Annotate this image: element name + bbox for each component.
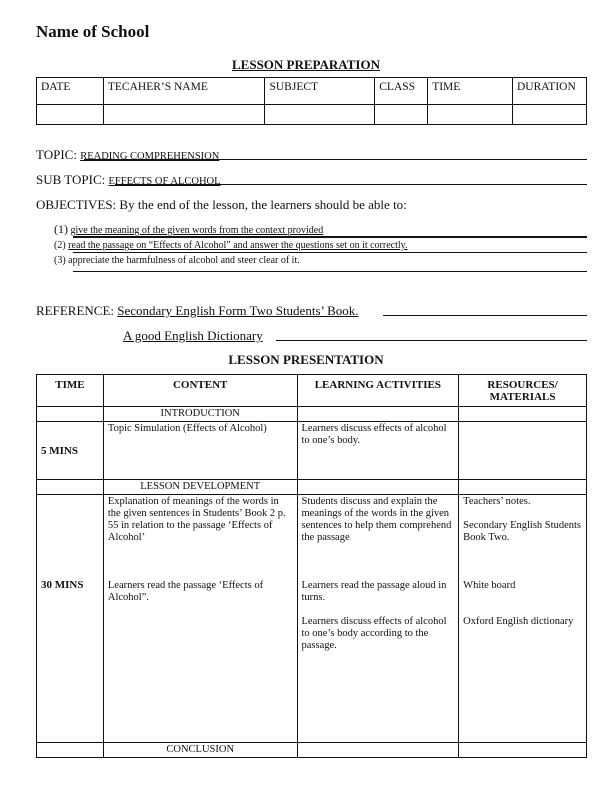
intro-time: 5 MINS <box>37 422 104 480</box>
header-time: TIME <box>37 375 104 407</box>
objective-num: (1) <box>54 222 68 236</box>
reference-item-2: A good English Dictionary <box>123 328 263 343</box>
header-resources: RESOURCES/ MATERIALS <box>459 375 587 407</box>
lesson-preparation-table <box>36 77 587 125</box>
prep-col-time: TIME <box>428 78 513 105</box>
objective-text: appreciate the harmfulness of alcohol and steer clear of it. <box>68 255 300 266</box>
prep-subject-value[interactable] <box>265 105 375 125</box>
objectives-intro: OBJECTIVES: By the end of the lesson, the learners should be able to: <box>36 197 407 212</box>
dev-resource-2: Secondary English Students Book Two. <box>463 520 581 543</box>
dev-resource-4: Oxford English dictionary <box>463 616 574 627</box>
objective-3-underline <box>73 271 587 272</box>
dev-content-2: Learners read the passage ‘Effects of Alcohol”. <box>107 580 264 603</box>
topic-underline <box>84 159 587 160</box>
prep-col-teacher-name: TECAHER’S NAME <box>103 78 265 105</box>
prep-time-value[interactable] <box>428 105 513 125</box>
objective-2-underline <box>73 252 587 253</box>
prep-col-subject: SUBJECT <box>265 78 375 105</box>
objective-item-1 <box>54 222 323 237</box>
topic-line <box>36 147 219 163</box>
lesson-presentation-title: LESSON PRESENTATION <box>228 352 384 367</box>
prep-date-value[interactable] <box>37 105 104 125</box>
prep-teacher-name-value[interactable] <box>103 105 265 125</box>
prep-header-row <box>37 78 587 105</box>
dev-activities <box>297 495 459 743</box>
sub-topic-label: SUB TOPIC: <box>36 172 106 187</box>
conclusion-section-row <box>37 743 587 758</box>
objective-text: read the passage on “Effects of Alcohol” and answer the questions set on it correctly. <box>68 240 408 251</box>
reference-2-underline <box>276 340 587 341</box>
header-content: CONTENT <box>103 375 297 407</box>
school-name: Name of School <box>36 22 150 41</box>
reference-1-underline <box>383 315 587 316</box>
objective-item-2 <box>54 240 408 251</box>
lesson-preparation-title: LESSON PREPARATION <box>232 57 380 72</box>
development-section-row <box>37 480 587 495</box>
lesson-presentation-table <box>36 374 587 758</box>
table-row <box>37 495 587 743</box>
dev-content <box>103 495 297 743</box>
header-learning-activities: LEARNING ACTIVITIES <box>297 375 459 407</box>
presentation-header-row <box>37 375 587 407</box>
dev-activity-2: Learners read the passage aloud in turns. <box>301 580 447 603</box>
section-conclusion: CONCLUSION <box>103 743 297 758</box>
prep-col-date: DATE <box>37 78 104 105</box>
dev-resource-1: Teachers’ notes. <box>463 496 531 507</box>
objective-num: (2) <box>54 240 66 251</box>
prep-value-row <box>37 105 587 125</box>
sub-topic-line <box>36 172 221 188</box>
topic-label: TOPIC: <box>36 147 77 162</box>
objective-item-3 <box>54 255 300 266</box>
section-development: LESSON DEVELOPMENT <box>103 480 297 495</box>
prep-col-duration: DURATION <box>512 78 586 105</box>
dev-resource-3: White board <box>463 580 516 591</box>
objective-num: (3) <box>54 255 66 266</box>
intro-resources <box>459 422 587 480</box>
dev-activity-1: Students discuss and explain the meanings of the words in the given sentences to help them comprehend the passage <box>301 496 452 543</box>
intro-activities: Learners discuss effects of alcohol to one’s body. <box>297 422 459 480</box>
reference-label: REFERENCE: <box>36 303 115 318</box>
dev-resources <box>459 495 587 743</box>
dev-time: 30 MINS <box>37 495 104 743</box>
dev-content-1: Explanation of meanings of the words in the given sentences in Students’ Book 2 p. 55 in relation to the passage ‘Effects of Alcohol’ <box>107 496 286 543</box>
section-introduction: INTRODUCTION <box>103 407 297 422</box>
prep-class-value[interactable] <box>375 105 428 125</box>
prep-duration-value[interactable] <box>512 105 586 125</box>
reference-line-1 <box>36 303 359 319</box>
intro-content: Topic Simulation (Effects of Alcohol) <box>103 422 297 480</box>
prep-col-class: CLASS <box>375 78 428 105</box>
objective-1-underline <box>73 236 587 238</box>
sub-topic-underline <box>115 184 587 185</box>
objective-text: give the meaning of the given words from the context provided <box>70 225 324 236</box>
topic-value: READING COMPREHENSION <box>80 151 220 162</box>
introduction-section-row <box>37 407 587 422</box>
reference-item-1: Secondary English Form Two Students’ Book. <box>117 303 359 318</box>
table-row <box>37 422 587 480</box>
sub-topic-value: EFFECTS OF ALCOHOL <box>108 176 221 187</box>
dev-activity-3: Learners discuss effects of alcohol to one’s body according to the passage. <box>301 616 447 651</box>
reference-line-2 <box>123 328 263 344</box>
